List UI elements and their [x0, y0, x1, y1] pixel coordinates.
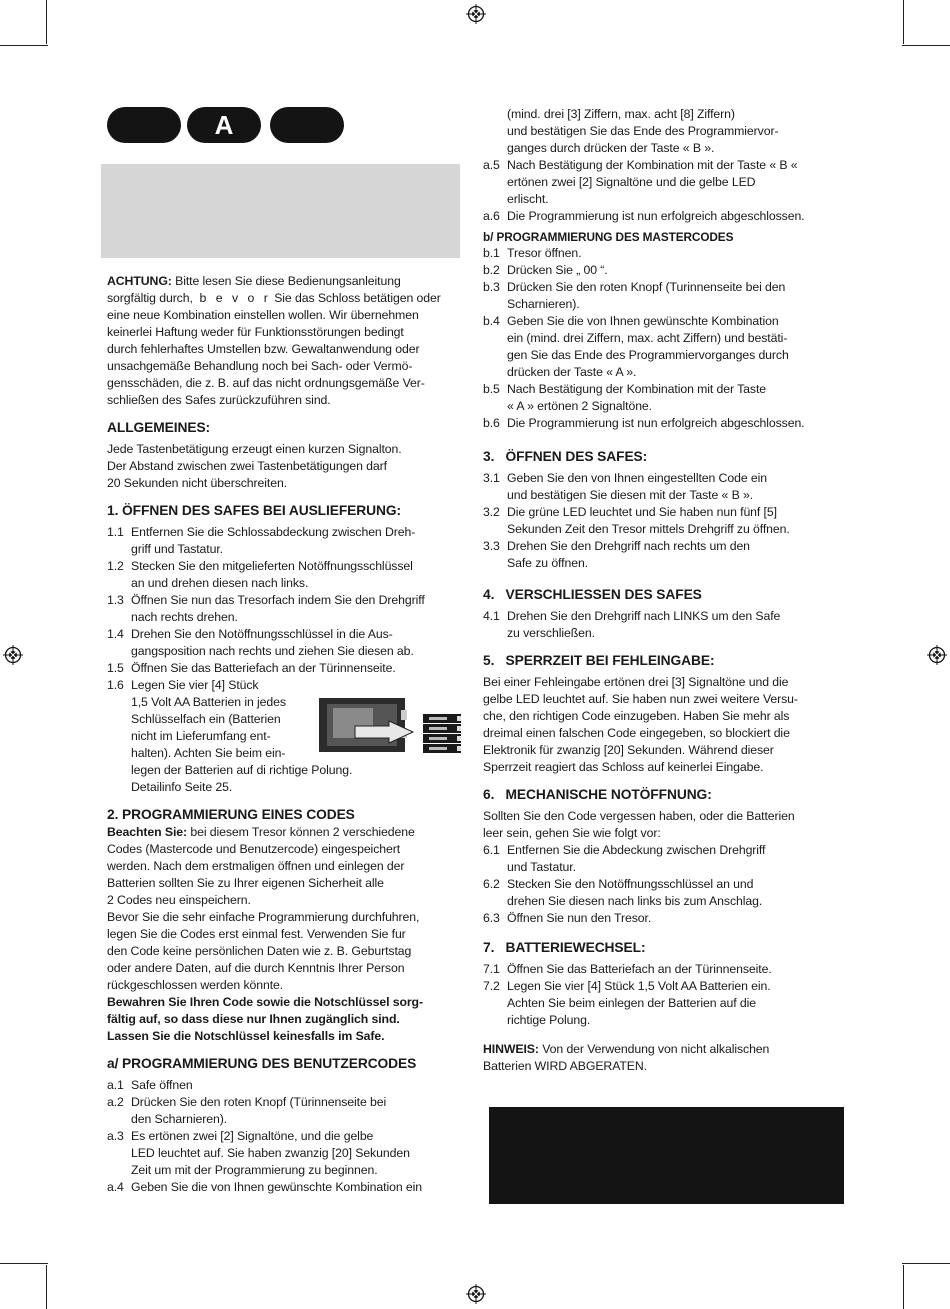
item-number: 7.2	[483, 979, 500, 993]
list-item	[107, 677, 467, 796]
item-text: Öffnen Sie das Batteriefach an der Türinnenseite.	[507, 962, 772, 976]
item-text: zu verschließen.	[507, 626, 595, 640]
warning-line: Bewahren Sie Ihren Code sowie die Notschlüssel sorg-	[107, 995, 423, 1009]
list-item	[107, 1179, 467, 1196]
note-line: legen Sie die Codes erst einmal fest. Verwenden Sie fur	[107, 927, 406, 941]
item-text: richtige Polung.	[507, 1013, 591, 1027]
note-line: rückgeschlossen werden könnte.	[107, 978, 284, 992]
list-item	[483, 245, 843, 262]
list-item	[483, 279, 843, 313]
item-text: Stecken Sie den mitgelieferten Notöffnungsschlüssel	[131, 559, 413, 573]
item-text: Öffnen Sie nun den Tresor.	[507, 911, 652, 925]
section-a-heading: a/ PROGRAMMIERUNG DES BENUTZERCODES	[107, 1056, 417, 1071]
intro-line: gensschäden, die z. B. auf das nicht ordnungsgemäße Ver-	[107, 376, 425, 390]
item-text: Achten Sie beim einlegen der Batterien auf die	[507, 996, 757, 1010]
item-text: Nach Bestätigung der Kombination mit der Taste « B «	[507, 158, 798, 172]
item-text: Drehen Sie den Drehgriff nach LINKS um den Safe	[507, 609, 781, 623]
item-number: 6.1	[483, 843, 500, 857]
item-number: a.4	[107, 1180, 124, 1194]
item-text: und bestätigen Sie das Ende des Programmiervor-	[507, 124, 779, 138]
general-line: 20 Sekunden nicht überschreiten.	[107, 476, 288, 490]
item-text: Drehen Sie den Drehgriff nach rechts um den	[507, 539, 750, 553]
item-number: b.1	[483, 246, 500, 260]
section-2-paragraph	[107, 824, 467, 1045]
section-5-heading: 5. SPERRZEIT BEI FEHLEINGABE:	[483, 653, 715, 668]
list-item	[483, 910, 843, 927]
item-text: drehen Sie diesen nach links bis zum Anschlag.	[507, 894, 763, 908]
list-item	[107, 1077, 467, 1094]
hint-line: Von der Verwendung von nicht alkalischen	[538, 1042, 770, 1056]
item-number: b.6	[483, 416, 500, 430]
item-text: Drücken Sie den roten Knopf (Turinnenseite bei den	[507, 280, 786, 294]
item-text: Detailinfo Seite 25.	[131, 780, 233, 794]
item-text: und bestätigen Sie diesen mit der Taste « B ».	[507, 488, 754, 502]
crop-mark-tr-v	[903, 0, 904, 44]
paragraph-line: dreimal einen falschen Code eingegeben, so blockiert die	[483, 726, 790, 740]
list-item	[483, 208, 843, 225]
item-number: b.4	[483, 314, 500, 328]
section-3-heading: 3. ÖFFNEN DES SAFES:	[483, 449, 648, 464]
item-text: und Tastatur.	[507, 860, 576, 874]
list-item	[107, 524, 467, 558]
item-text: Sekunden Zeit den Tresor mittels Drehgriff zu öffnen.	[507, 522, 790, 536]
note-line: oder andere Daten, auf die durch Kenntnis Ihrer Person	[107, 961, 405, 975]
item-number: 7.1	[483, 962, 500, 976]
paragraph-line: gelbe LED leuchtet auf. Sie haben nun zwei weitere Versu-	[483, 692, 798, 706]
item-text: Entfernen Sie die Abdeckung zwischen Drehgriff	[507, 843, 766, 857]
item-text: Tresor öffnen.	[507, 246, 582, 260]
intro-spaced-word: b e v o r	[199, 291, 271, 305]
item-number: b.2	[483, 263, 500, 277]
item-text: 1,5 Volt AA Batterien in jedes	[131, 695, 286, 709]
list-item	[483, 842, 843, 876]
section-5-paragraph	[483, 674, 843, 776]
intro-line: eine neue Kombination einstellen wollen. Wir übernehmen	[107, 308, 419, 322]
section-2-heading: 2. PROGRAMMIERUNG EINES CODES	[107, 807, 355, 822]
paragraph-line: che, den richtigen Code einzugeben. Haben Sie mehr als	[483, 709, 790, 723]
section-6-heading: 6. MECHANISCHE NOTÖFFNUNG:	[483, 787, 712, 802]
crop-mark-br-h	[902, 1263, 950, 1264]
crop-mark-tl-h	[0, 45, 48, 46]
section-7-heading: 7. BATTERIEWECHSEL:	[483, 940, 646, 955]
list-item	[483, 876, 843, 910]
hint-line: Batterien WIRD ABGERATEN.	[483, 1059, 648, 1073]
list-item	[483, 538, 843, 572]
intro-line-2c: Sie das Schloss betätigen oder	[270, 291, 441, 305]
left-column	[107, 273, 467, 1196]
note-line: Bevor Sie die sehr einfache Programmierung durchfuhren,	[107, 910, 420, 924]
item-text: erlischt.	[507, 192, 549, 206]
item-number: 1.4	[107, 627, 124, 641]
crop-mark-tr-h	[902, 45, 950, 46]
item-number: 3.2	[483, 505, 500, 519]
section-6-paragraph	[483, 808, 843, 842]
item-text: Safe öffnen	[131, 1078, 193, 1092]
list-item	[483, 157, 843, 208]
item-number: a.2	[107, 1095, 124, 1109]
general-line: Jede Tastenbetätigung erzeugt einen kurzen Signalton.	[107, 442, 402, 456]
language-tab-right	[270, 107, 344, 143]
item-text: Drücken Sie „ 00 “.	[507, 263, 608, 277]
section-1-list	[107, 524, 467, 796]
item-text: drücken der Taste « A ».	[507, 365, 637, 379]
item-text: ertönen zwei [2] Signaltöne und die gelbe LED	[507, 175, 756, 189]
item-number: 4.1	[483, 609, 500, 623]
intro-bold: ACHTUNG:	[107, 274, 172, 288]
right-column	[483, 106, 843, 1075]
intro-line: schließen des Safes zurückzuführen sind.	[107, 393, 331, 407]
item-text: Öffnen Sie das Batteriefach an der Türinnenseite.	[131, 661, 396, 675]
intro-line: keinerlei Haftung weder für Funktionsstörungen bedingt	[107, 325, 404, 339]
crop-mark-tl-v	[46, 0, 47, 44]
list-item	[107, 1128, 467, 1179]
paragraph-line: leer sein, gehen Sie wie folgt vor:	[483, 826, 661, 840]
footer-black-box	[489, 1107, 844, 1204]
item-text: halten). Achten Sie beim ein-	[131, 746, 286, 760]
item-number: a.5	[483, 158, 500, 172]
language-tab-active	[187, 107, 261, 143]
warning-line: fältig auf, so dass diese nur Ihnen zugänglich sind.	[107, 1012, 400, 1026]
note-line: bei diesem Tresor können 2 verschiedene	[187, 825, 415, 839]
registration-mark-bottom-icon	[466, 1284, 486, 1304]
item-text: (mind. drei [3] Ziffern, max. acht [8] Ziffern)	[507, 107, 735, 121]
item-text: Drehen Sie den Notöffnungsschlüssel in die Aus-	[131, 627, 393, 641]
registration-mark-top-icon	[466, 4, 486, 24]
list-item	[483, 415, 843, 432]
general-heading: ALLGEMEINES:	[107, 420, 211, 435]
hint-paragraph	[483, 1041, 843, 1075]
note-bold: Beachten Sie:	[107, 825, 188, 839]
intro-line: durch fehlerhaftes Umstellen bzw. Gewaltanwendung oder	[107, 342, 420, 356]
intro-line: unsachgemäße Behandlung noch bei Sach- oder Vermö-	[107, 359, 413, 373]
item-text: gen Sie das Ende des Programmiervorganges durch	[507, 348, 789, 362]
section-a-list	[107, 1077, 467, 1196]
section-b-heading: b/ PROGRAMMIERUNG DES MASTERCODES	[483, 230, 734, 244]
crop-mark-bl-h	[0, 1263, 48, 1264]
item-text: legen der Batterien auf di richtige Polung.	[131, 763, 353, 777]
item-text: Zeit um mit der Programmierung zu beginnen.	[131, 1163, 378, 1177]
item-text: ein (mind. drei Ziffern, max. acht Ziffern) und bestäti-	[507, 331, 788, 345]
item-text: LED leuchtet auf. Sie haben zwanzig [20] Sekunden	[131, 1146, 410, 1160]
registration-mark-right-icon	[927, 645, 947, 665]
item-text: ganges durch drücken der Taste « B ».	[507, 141, 715, 155]
intro-line-2a: sorgfältig durch,	[107, 291, 193, 305]
item-text: Die Programmierung ist nun erfolgreich abgeschlossen.	[507, 416, 805, 430]
note-line: Batterien sollten Sie zu Ihrer eigenen Sicherheit alle	[107, 876, 384, 890]
list-item	[483, 262, 843, 279]
item-text: Die Programmierung ist nun erfolgreich abgeschlossen.	[507, 209, 805, 223]
item-text: Geben Sie den von Ihnen eingestellten Code ein	[507, 471, 767, 485]
item-text: gangsposition nach rechts und ziehen Sie diesen ab.	[131, 644, 414, 658]
item-number: 3.3	[483, 539, 500, 553]
section-1-heading: 1. ÖFFNEN DES SAFES BEI AUSLIEFERUNG:	[107, 503, 401, 518]
list-item	[107, 626, 467, 660]
language-tab-label: A	[214, 110, 234, 140]
note-line: werden. Nach dem erstmaligen öffnen und einlegen der	[107, 859, 405, 873]
list-item	[107, 660, 467, 677]
list-item	[483, 504, 843, 538]
list-item	[107, 558, 467, 592]
paragraph-line: Elektronik für zwanzig [20] Sekunden. Während dieser	[483, 743, 774, 757]
intro-line-1: Bitte lesen Sie diese Bedienungsanleitung	[171, 274, 401, 288]
note-line: 2 Codes neu einspeichern.	[107, 893, 251, 907]
list-item	[483, 961, 843, 978]
item-text: Legen Sie vier [4] Stück	[131, 678, 259, 692]
item-text: Schlüsselfach ein (Batterien	[131, 712, 281, 726]
item-number: a.1	[107, 1078, 124, 1092]
item-text: nicht im Lieferumfang ent-	[131, 729, 271, 743]
item-number: 1.3	[107, 593, 124, 607]
a4-continuation	[483, 106, 843, 157]
item-number: b.5	[483, 382, 500, 396]
item-number: 3.1	[483, 471, 500, 485]
item-text: Nach Bestätigung der Kombination mit der Taste	[507, 382, 767, 396]
title-placeholder-box	[101, 164, 460, 258]
item-text: Entfernen Sie die Schlossabdeckung zwischen Dreh-	[131, 525, 416, 539]
paragraph-line: Sollten Sie den Code vergessen haben, oder die Batterien	[483, 809, 795, 823]
item-text: Geben Sie die von Ihnen gewünschte Kombination	[507, 314, 779, 328]
list-item	[483, 978, 843, 1029]
item-text: Stecken Sie den Notöffnungsschlüssel an und	[507, 877, 754, 891]
note-line: den Code keine persönlichen Daten wie z. B. Geburtstag	[107, 944, 412, 958]
item-text: nach rechts drehen.	[131, 610, 238, 624]
warning-line: Lassen Sie die Notschlüssel keinesfalls im Safe.	[107, 1029, 385, 1043]
list-item	[107, 1094, 467, 1128]
item-number: b.3	[483, 280, 500, 294]
item-number: a.3	[107, 1129, 124, 1143]
general-line: Der Abstand zwischen zwei Tastenbetätigungen darf	[107, 459, 387, 473]
item-text: Es ertönen zwei [2] Signaltöne, und die gelbe	[131, 1129, 374, 1143]
item-text: Legen Sie vier [4] Stück 1,5 Volt AA Batterien ein.	[507, 979, 771, 993]
item-number: 6.3	[483, 911, 500, 925]
item-text: den Scharnieren).	[131, 1112, 228, 1126]
general-paragraph	[107, 441, 467, 492]
registration-mark-left-icon	[3, 645, 23, 665]
intro-paragraph	[107, 273, 467, 409]
item-text: Drücken Sie den roten Knopf (Türinnenseite bei	[131, 1095, 387, 1109]
item-number: 1.1	[107, 525, 124, 539]
paragraph-line: Sperrzeit reagiert das Schloss auf keinerlei Eingabe.	[483, 760, 764, 774]
item-number: 1.5	[107, 661, 124, 675]
list-item	[483, 470, 843, 504]
item-number: 1.6	[107, 678, 124, 692]
item-text: Öffnen Sie nun das Tresorfach indem Sie den Drehgriff	[131, 593, 425, 607]
language-tab-left	[107, 107, 181, 143]
section-4-heading: 4. VERSCHLIESSEN DES SAFES	[483, 587, 702, 602]
item-text: Safe zu öffnen.	[507, 556, 588, 570]
crop-mark-bl-v	[46, 1265, 47, 1309]
item-text: Scharnieren).	[507, 297, 580, 311]
item-text: griff und Tastatur.	[131, 542, 223, 556]
crop-mark-br-v	[903, 1265, 904, 1309]
paragraph-line: Bei einer Fehleingabe ertönen drei [3] Signaltöne und die	[483, 675, 789, 689]
note-line: Codes (Mastercode und Benutzercode) eingespeichert	[107, 842, 401, 856]
item-number: 6.2	[483, 877, 500, 891]
item-text: Die grüne LED leuchtet und Sie haben nun fünf [5]	[507, 505, 777, 519]
list-item	[483, 313, 843, 381]
item-number: 1.2	[107, 559, 124, 573]
list-item	[483, 608, 843, 642]
item-text: « A » ertönen 2 Signaltöne.	[507, 399, 652, 413]
item-text: an und drehen diesen nach links.	[131, 576, 309, 590]
item-text: Geben Sie die von Ihnen gewünschte Kombination ein	[131, 1180, 423, 1194]
list-item	[107, 592, 467, 626]
item-number: a.6	[483, 209, 500, 223]
list-item	[483, 381, 843, 415]
hint-bold: HINWEIS:	[483, 1042, 539, 1056]
